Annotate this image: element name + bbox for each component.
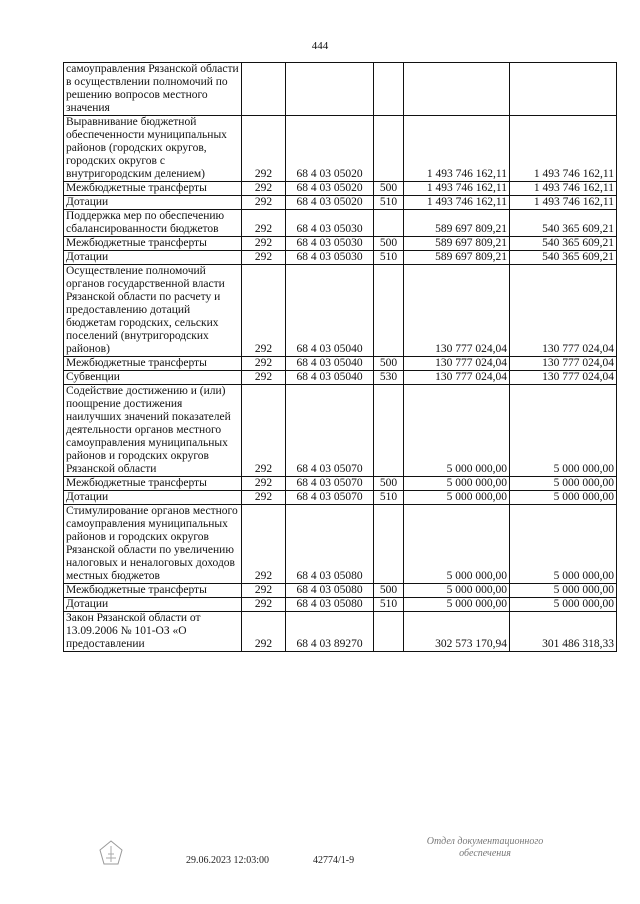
row-name: Поддержка мер по обеспечению сбалансированности бюджетов	[64, 210, 242, 237]
row-expense-type: 500	[374, 182, 404, 196]
row-expense-type: 500	[374, 477, 404, 491]
row-name: Межбюджетные трансферты	[64, 584, 242, 598]
table-row	[64, 598, 617, 612]
footer-doc-number: 42774/1-9	[313, 855, 355, 866]
row-target-code: 68 4 03 05080	[286, 505, 374, 584]
row-admin-code: 292	[242, 371, 286, 385]
row-sum-1: 302 573 170,94	[404, 612, 510, 652]
row-expense-type: 500	[374, 584, 404, 598]
row-sum-1: 1 493 746 162,11	[404, 116, 510, 182]
row-name: Межбюджетные трансферты	[64, 182, 242, 196]
row-sum-1: 130 777 024,04	[404, 357, 510, 371]
stamp-line-1: Отдел документационного	[426, 836, 544, 847]
table-row	[64, 477, 617, 491]
row-admin-code: 292	[242, 491, 286, 505]
row-sum-1: 5 000 000,00	[404, 505, 510, 584]
row-target-code: 68 4 03 05040	[286, 371, 374, 385]
row-sum-2: 540 365 609,21	[510, 251, 617, 265]
row-sum-2: 5 000 000,00	[510, 505, 617, 584]
row-name: Межбюджетные трансферты	[64, 237, 242, 251]
row-name: Содействие достижению и (или) поощрение достижения наилучших значений показателей деятельности органов местного самоуправления муниципальных районов и городских округов Рязанской области	[64, 385, 242, 477]
row-expense-type	[374, 116, 404, 182]
row-expense-type: 500	[374, 237, 404, 251]
row-sum-1: 1 493 746 162,11	[404, 196, 510, 210]
row-sum-2: 5 000 000,00	[510, 598, 617, 612]
row-expense-type	[374, 265, 404, 357]
row-admin-code: 292	[242, 598, 286, 612]
page-number: 444	[311, 40, 329, 52]
row-sum-2: 1 493 746 162,11	[510, 196, 617, 210]
row-name: Дотации	[64, 196, 242, 210]
row-expense-type: 500	[374, 357, 404, 371]
row-sum-2: 540 365 609,21	[510, 210, 617, 237]
table-row	[64, 505, 617, 584]
emblem-icon	[96, 838, 126, 868]
row-admin-code: 292	[242, 251, 286, 265]
row-target-code: 68 4 03 05080	[286, 598, 374, 612]
row-sum-2: 1 493 746 162,11	[510, 116, 617, 182]
row-target-code: 68 4 03 05030	[286, 237, 374, 251]
row-name: Межбюджетные трансферты	[64, 357, 242, 371]
table-row	[64, 385, 617, 477]
row-expense-type: 510	[374, 251, 404, 265]
row-sum-2: 130 777 024,04	[510, 357, 617, 371]
row-expense-type: 510	[374, 196, 404, 210]
row-admin-code: 292	[242, 116, 286, 182]
row-target-code: 68 4 03 89270	[286, 612, 374, 652]
row-name: самоуправления Рязанской области в осуществлении полномочий по решению вопросов местного значения	[64, 63, 242, 116]
row-admin-code: 292	[242, 357, 286, 371]
row-sum-1: 5 000 000,00	[404, 584, 510, 598]
row-sum-2: 5 000 000,00	[510, 584, 617, 598]
row-admin-code: 292	[242, 182, 286, 196]
row-name: Дотации	[64, 251, 242, 265]
row-sum-2: 301 486 318,33	[510, 612, 617, 652]
row-sum-2: 130 777 024,04	[510, 371, 617, 385]
row-sum-1	[404, 63, 510, 116]
row-sum-2: 5 000 000,00	[510, 477, 617, 491]
table-row	[64, 357, 617, 371]
row-target-code: 68 4 03 05070	[286, 491, 374, 505]
row-expense-type	[374, 210, 404, 237]
row-sum-1: 589 697 809,21	[404, 237, 510, 251]
row-target-code: 68 4 03 05070	[286, 385, 374, 477]
row-sum-2: 5 000 000,00	[510, 491, 617, 505]
row-sum-1: 5 000 000,00	[404, 491, 510, 505]
budget-table-body	[64, 63, 617, 652]
row-name: Дотации	[64, 598, 242, 612]
row-admin-code: 292	[242, 265, 286, 357]
row-admin-code: 292	[242, 385, 286, 477]
row-sum-1: 5 000 000,00	[404, 385, 510, 477]
row-admin-code: 292	[242, 210, 286, 237]
row-target-code: 68 4 03 05020	[286, 116, 374, 182]
row-name: Осуществление полномочий органов государственной власти Рязанской области по расчету и предоставлению дотаций бюджетам городских, сельских поселений (внутригородских районов)	[64, 265, 242, 357]
budget-table	[63, 62, 617, 652]
table-row	[64, 116, 617, 182]
table-row	[64, 210, 617, 237]
row-sum-1: 589 697 809,21	[404, 251, 510, 265]
row-sum-1: 130 777 024,04	[404, 371, 510, 385]
stamp-line-2: обеспечения	[459, 848, 511, 859]
table-row	[64, 237, 617, 251]
row-expense-type	[374, 63, 404, 116]
row-expense-type	[374, 505, 404, 584]
row-sum-2: 130 777 024,04	[510, 265, 617, 357]
row-target-code: 68 4 03 05030	[286, 251, 374, 265]
table-row	[64, 371, 617, 385]
row-target-code: 68 4 03 05070	[286, 477, 374, 491]
row-target-code	[286, 63, 374, 116]
table-row	[64, 63, 617, 116]
row-name: Стимулирование органов местного самоуправления муниципальных районов и городских округов Рязанской области по увеличению налоговых и неналоговых доходов местных бюджетов	[64, 505, 242, 584]
row-name: Закон Рязанской области от 13.09.2006 № 101-ОЗ «О предоставлении	[64, 612, 242, 652]
footer-datetime: 29.06.2023 12:03:00	[186, 855, 270, 866]
row-admin-code: 292	[242, 477, 286, 491]
row-name: Межбюджетные трансферты	[64, 477, 242, 491]
row-name: Выравнивание бюджетной обеспеченности муниципальных районов (городских округов, городских округов с внутригородским делением)	[64, 116, 242, 182]
row-sum-1: 130 777 024,04	[404, 265, 510, 357]
row-target-code: 68 4 03 05040	[286, 265, 374, 357]
row-expense-type	[374, 385, 404, 477]
table-row	[64, 584, 617, 598]
row-expense-type	[374, 612, 404, 652]
row-admin-code	[242, 63, 286, 116]
row-target-code: 68 4 03 05020	[286, 196, 374, 210]
row-target-code: 68 4 03 05020	[286, 182, 374, 196]
table-row	[64, 265, 617, 357]
row-expense-type: 530	[374, 371, 404, 385]
row-admin-code: 292	[242, 584, 286, 598]
row-target-code: 68 4 03 05080	[286, 584, 374, 598]
table-row	[64, 612, 617, 652]
row-expense-type: 510	[374, 598, 404, 612]
row-admin-code: 292	[242, 237, 286, 251]
row-sum-2: 540 365 609,21	[510, 237, 617, 251]
row-sum-1: 5 000 000,00	[404, 477, 510, 491]
row-name: Дотации	[64, 491, 242, 505]
row-admin-code: 292	[242, 196, 286, 210]
row-sum-1: 1 493 746 162,11	[404, 182, 510, 196]
row-target-code: 68 4 03 05030	[286, 210, 374, 237]
table-row	[64, 182, 617, 196]
row-sum-2: 1 493 746 162,11	[510, 182, 617, 196]
row-target-code: 68 4 03 05040	[286, 357, 374, 371]
row-admin-code: 292	[242, 612, 286, 652]
table-row	[64, 491, 617, 505]
row-name: Субвенции	[64, 371, 242, 385]
row-expense-type: 510	[374, 491, 404, 505]
table-row	[64, 196, 617, 210]
row-sum-2: 5 000 000,00	[510, 385, 617, 477]
row-sum-1: 5 000 000,00	[404, 598, 510, 612]
department-stamp	[405, 836, 565, 860]
row-sum-2	[510, 63, 617, 116]
row-sum-1: 589 697 809,21	[404, 210, 510, 237]
row-admin-code: 292	[242, 505, 286, 584]
table-row	[64, 251, 617, 265]
